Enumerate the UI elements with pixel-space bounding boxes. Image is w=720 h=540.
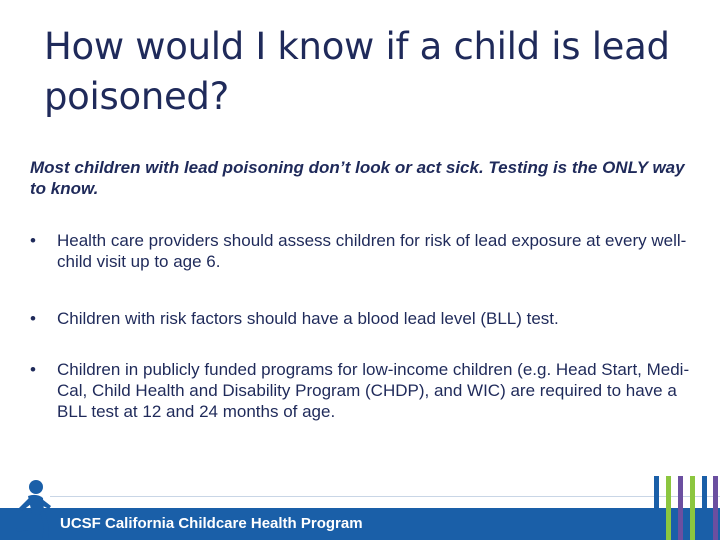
- bullet-marker: •: [30, 231, 36, 250]
- bullet-list: [30, 230, 690, 422]
- color-stripes: [650, 476, 720, 540]
- bullet-text: Children with risk factors should have a blood lead level (BLL) test.: [57, 309, 559, 328]
- slide-title: How would I know if a child is lead poisoned?: [44, 25, 670, 118]
- running-child-icon: [10, 478, 58, 540]
- footer-band: [0, 508, 720, 540]
- list-item: [30, 230, 690, 272]
- footer-program-name: UCSF California Childcare Health Program: [60, 515, 363, 532]
- bullet-marker: •: [30, 360, 36, 379]
- footer-divider: [50, 496, 720, 497]
- intro-statement: Most children with lead poisoning don’t look or act sick. Testing is the ONLY way to know.: [30, 158, 685, 198]
- bullet-text: Children in publicly funded programs for low-income children (e.g. Head Start, Medi-Cal, Child Health and Disability Program (CHDP), and WIC) are required to have a BLL test at 12 and 24 months of age.: [57, 360, 690, 421]
- bullet-marker: •: [30, 309, 36, 328]
- list-item: [30, 308, 690, 329]
- bullet-text: Health care providers should assess children for risk of lead exposure at every well-child visit up to age 6.: [57, 231, 687, 271]
- list-item: [30, 359, 690, 422]
